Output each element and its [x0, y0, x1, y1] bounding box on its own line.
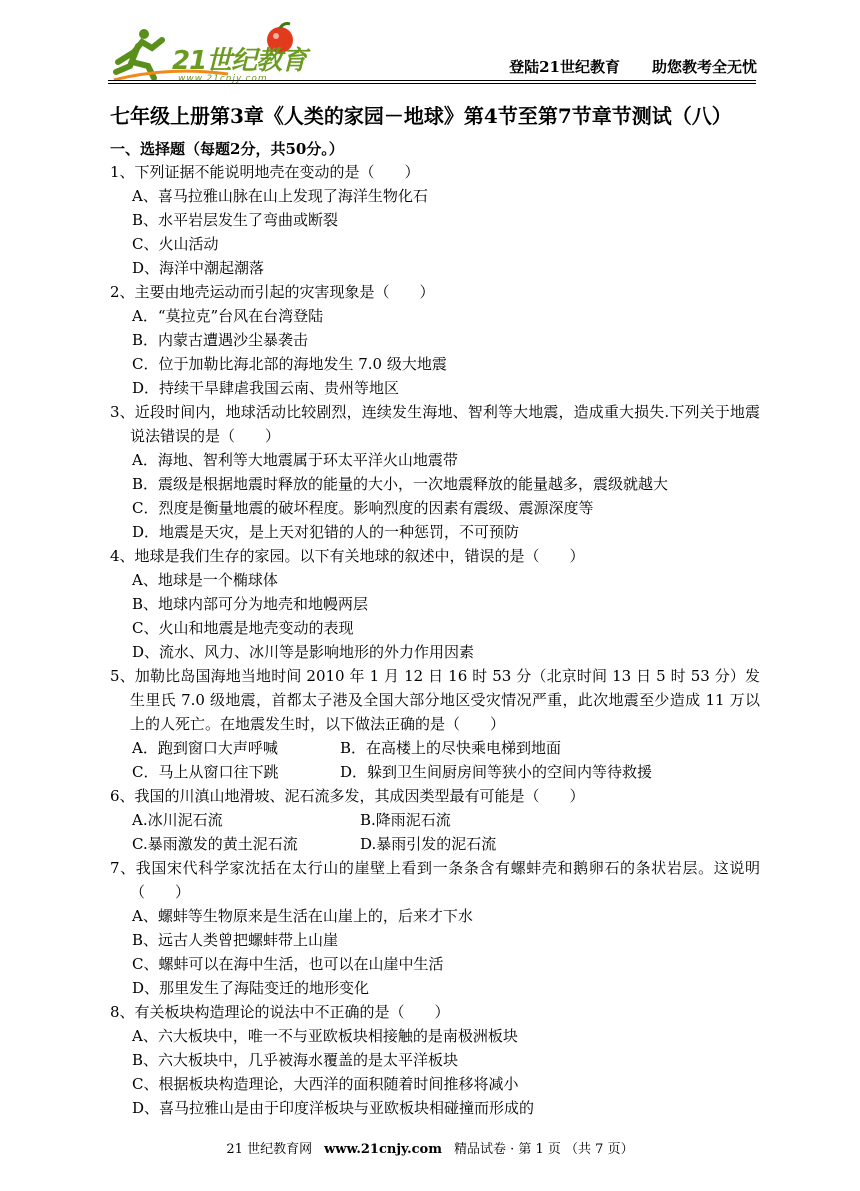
- answer-option: A.冰川泥石流: [132, 811, 223, 829]
- footer-url: www.21cnjy.com: [324, 1142, 442, 1157]
- answer-option: D.暴雨引发的泥石流: [360, 835, 497, 853]
- answer-option: C.暴雨激发的黄土泥石流: [132, 835, 298, 853]
- question-stem: 8、有关板块构造理论的说法中不正确的是（ ）: [110, 1003, 450, 1021]
- answer-option: B、地球内部可分为地壳和地幔两层: [132, 595, 369, 613]
- answer-option: A、喜马拉雅山脉在山上发现了海洋生物化石: [132, 187, 428, 205]
- section-heading: 一、选择题（每题2分，共50分。）: [110, 140, 344, 158]
- answer-option: A、螺蚌等生物原来是生活在山崖上的，后来才下水: [132, 907, 473, 925]
- answer-option: D、那里发生了海陆变迁的地形变化: [132, 979, 370, 997]
- answer-option: B．内蒙古遭遇沙尘暴袭击: [132, 331, 309, 349]
- answer-option: C、螺蚌可以在海中生活，也可以在山崖中生活: [132, 955, 444, 973]
- answer-option: D．地震是天灾，是上天对犯错的人的一种惩罚，不可预防: [132, 523, 520, 541]
- answer-option: D、海洋中潮起潮落: [132, 259, 265, 277]
- answer-option-row: [110, 760, 760, 784]
- answer-option: D、流水、风力、冰川等是影响地形的外力作用因素: [132, 643, 475, 661]
- question-item: [110, 856, 760, 1000]
- header-divider: [108, 80, 756, 84]
- answer-option: A．“莫拉克”台风在台湾登陆: [132, 307, 324, 325]
- answer-option: C、根据板块构造理论，大西洋的面积随着时间推移将减小: [132, 1075, 519, 1093]
- answer-option: C．位于加勒比海北部的海地发生 7.0 级大地震: [132, 355, 447, 373]
- question-item: [110, 280, 760, 400]
- question-item: [110, 400, 760, 544]
- footer-page-info: 精品试卷 · 第 1 页 （共 7 页）: [453, 1142, 634, 1157]
- question-stem: 5、加勒比岛国海地当地时间 2010 年 1 月 12 日 16 时 53 分（北京时间 13 日 5 时 53 分）发生里氏 7.0 级地震，首都太子港及全国大部分地区受灾情况严重，此次地震至少造成 11 万以上的人死亡。在地震发生时，以下做法正确的是（ ）: [110, 667, 760, 733]
- question-stem: 1、下列证据不能说明地壳在变动的是（ ）: [110, 163, 420, 181]
- answer-option-row: [110, 832, 760, 856]
- answer-option: B．在高楼上的尽快乘电梯到地面: [340, 739, 562, 757]
- answer-option: B、水平岩层发生了弯曲或断裂: [132, 211, 339, 229]
- answer-option: A．跑到窗口大声呼喊: [132, 739, 278, 757]
- question-stem: 6、我国的川滇山地滑坡、泥石流多发，其成因类型最有可能是（ ）: [110, 787, 585, 805]
- answer-option: B．震级是根据地震时释放的能量的大小，一次地震释放的能量越多，震级就越大: [132, 475, 669, 493]
- footer-site-name: 21 世纪教育网: [226, 1142, 313, 1157]
- answer-option: C、火山活动: [132, 235, 219, 253]
- answer-option: D、喜马拉雅山是由于印度洋板块与亚欧板块相碰撞而形成的: [132, 1099, 535, 1117]
- answer-option-row: [110, 736, 760, 760]
- question-stem: 4、地球是我们生存的家园。以下有关地球的叙述中，错误的是（ ）: [110, 547, 585, 565]
- header-slogan-right: 助您教考全无忧: [651, 58, 757, 76]
- question-item: [110, 664, 760, 784]
- answer-option: A、地球是一个椭球体: [132, 571, 278, 589]
- question-list: [110, 160, 760, 1120]
- answer-option: B、六大板块中，几乎被海水覆盖的是太平洋板块: [132, 1051, 459, 1069]
- page-title: 七年级上册第3章《人类的家园－地球》第4节至第7节章节测试（八）: [110, 104, 732, 128]
- question-stem: 7、我国宋代科学家沈括在太行山的崖壁上看到一条条含有螺蚌壳和鹅卵石的条状岩层。这说明（ ）: [110, 859, 760, 901]
- answer-option: A、六大板块中，唯一不与亚欧板块相接触的是南极洲板块: [132, 1027, 518, 1045]
- page-footer: [0, 1138, 860, 1157]
- question-item: [110, 1000, 760, 1120]
- answer-option: B、远古人类曾把螺蚌带上山崖: [132, 931, 339, 949]
- question-stem: 2、主要由地壳运动而引起的灾害现象是（ ）: [110, 283, 435, 301]
- header-slogan: [509, 56, 757, 77]
- answer-option: C、火山和地震是地壳变动的表现: [132, 619, 354, 637]
- answer-option: C．烈度是衡量地震的破坏程度。影响烈度的因素有震级、震源深度等: [132, 499, 594, 517]
- header-slogan-left: 登陆21世纪教育: [509, 58, 620, 76]
- answer-option: D．持续干旱肆虐我国云南、贵州等地区: [132, 379, 400, 397]
- question-item: [110, 784, 760, 856]
- logo-url: www.21cnjy.com: [178, 74, 268, 84]
- answer-option: C．马上从窗口往下跳: [132, 763, 279, 781]
- question-stem: 3、近段时间内，地球活动比较剧烈，连续发生海地、智利等大地震，造成重大损失.下列关于地震说法错误的是（ ）: [110, 403, 760, 445]
- question-item: [110, 544, 760, 664]
- answer-option: A．海地、智利等大地震属于环太平洋火山地震带: [132, 451, 458, 469]
- site-logo: [108, 22, 308, 84]
- question-item: [110, 160, 760, 280]
- logo-text: 21世纪教育: [172, 46, 307, 76]
- answer-option-row: [110, 808, 760, 832]
- page-header: [0, 0, 860, 92]
- answer-option: B.降雨泥石流: [360, 811, 451, 829]
- answer-option: D．躲到卫生间厨房间等狭小的空间内等待救援: [340, 763, 653, 781]
